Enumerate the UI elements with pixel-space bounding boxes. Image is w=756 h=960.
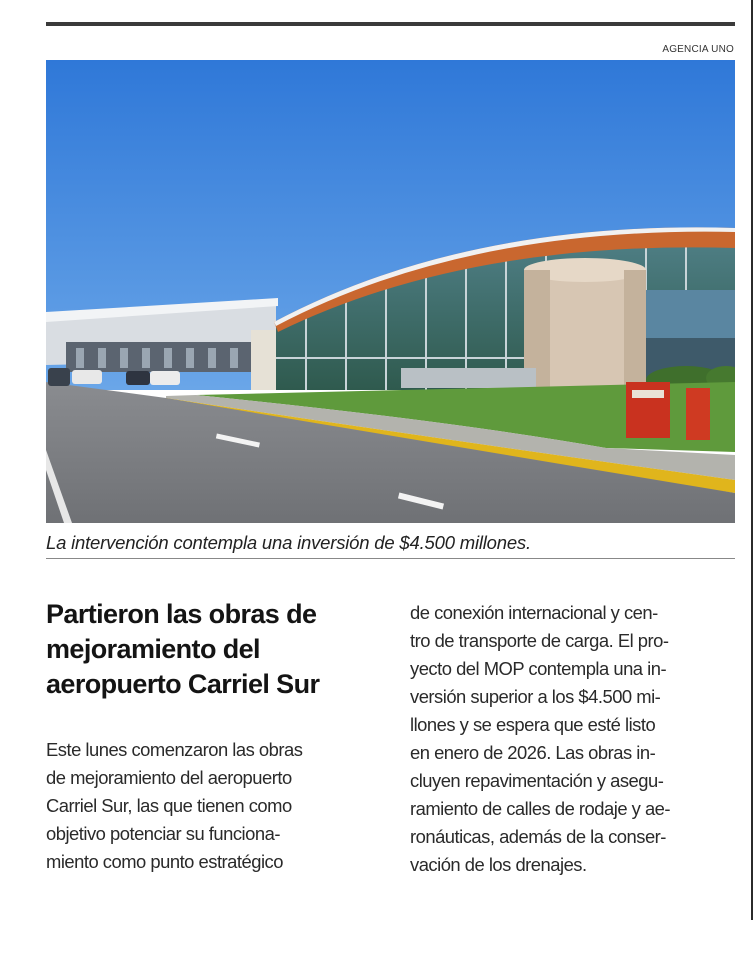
- photo-credit: AGENCIA UNO: [662, 44, 734, 55]
- body-line: llones y se espera que esté listo: [410, 714, 656, 735]
- body-line: yecto del MOP contempla una in-: [410, 658, 667, 679]
- body-line: vación de los drenajes.: [410, 854, 587, 875]
- column-rule: [751, 0, 753, 920]
- body-line: de conexión internacional y cen-: [410, 602, 658, 623]
- body-line: tro de transporte de carga. El pro-: [410, 630, 669, 651]
- body-line: miento como punto estratégico: [46, 851, 283, 872]
- body-line: cluyen repavimentación y asegu-: [410, 770, 664, 791]
- headline: [46, 597, 391, 702]
- body-line: objetivo potenciar su funciona-: [46, 823, 280, 844]
- body-column-right: [410, 599, 740, 879]
- body-column-left: [46, 736, 386, 876]
- body-line: en enero de 2026. Las obras in-: [410, 742, 656, 763]
- body-line: ramiento de calles de rodaje y ae-: [410, 798, 671, 819]
- body-line: versión superior a los $4.500 mi-: [410, 686, 661, 707]
- airport-photo: [46, 60, 735, 523]
- caption-rule: [46, 558, 735, 559]
- headline-line: aeropuerto Carriel Sur: [46, 669, 320, 699]
- body-line: Este lunes comenzaron las obras: [46, 739, 303, 760]
- body-line: Carriel Sur, las que tienen como: [46, 795, 292, 816]
- body-line: ronáuticas, además de la conser-: [410, 826, 666, 847]
- photo-caption: La intervención contempla una inversión de $4.500 millones.: [46, 532, 531, 553]
- top-rule: [46, 22, 735, 26]
- headline-line: mejoramiento del: [46, 634, 260, 664]
- body-line: de mejoramiento del aeropuerto: [46, 767, 292, 788]
- headline-line: Partieron las obras de: [46, 599, 317, 629]
